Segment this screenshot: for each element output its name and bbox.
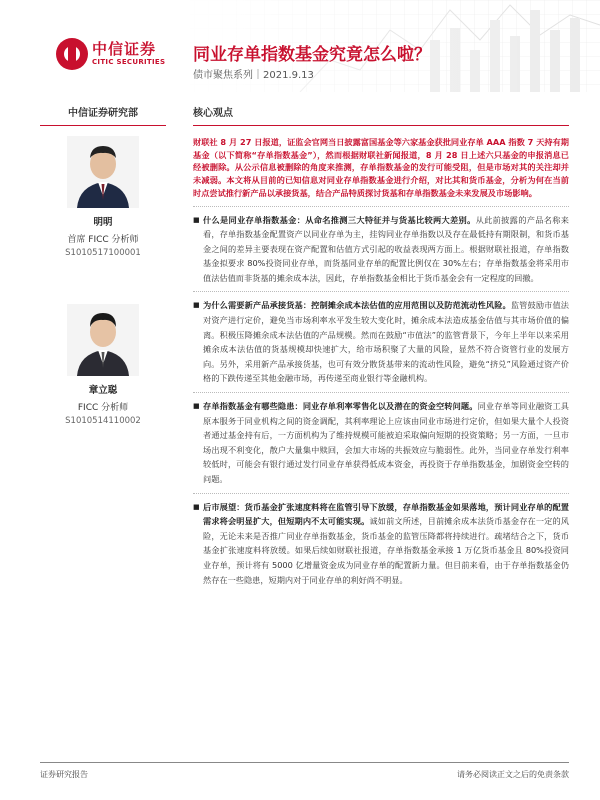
- analyst-column: [40, 104, 166, 426]
- key-point: [193, 213, 569, 286]
- footer-report-type: 证券研究报告: [40, 770, 88, 779]
- key-point-body: 从此前披露的产品名称来看，存单指数基金配置资产以同业存单为主，挂钩同业存单指数以及存在最低持有期限制，和货币基金之间的差异主要表现在资产配置和估值方式引起的收益表现两方面上。根据财联社报道，存单指数基金拟要求 80%投资同业存单，而货基同业存单的配置比例仅在 30%左右；存单指数基金将采用市值法估值而非货基的摊余成本法，因此，存单指数基金相比于货币基金会有一定程度的回撤。: [203, 214, 569, 283]
- key-point: [193, 298, 569, 386]
- report-header: [0, 0, 600, 92]
- section-divider: [193, 392, 569, 393]
- analyst-name: 章立聪: [88, 385, 118, 396]
- analyst-photo: [67, 136, 139, 208]
- key-point-text: [203, 399, 569, 487]
- key-point-heading: 什么是同业存单指数基金：从命名推测三大特征并与货基比较两大差别。: [203, 214, 476, 225]
- key-point-text: [203, 298, 569, 386]
- logo-chinese: 中信证券: [92, 40, 157, 58]
- footer-disclaimer: 请务必阅读正文之后的免责条款: [457, 770, 569, 779]
- section-divider: [193, 206, 569, 207]
- key-point-body: 诚如前文所述，目前摊余成本法货币基金存在一定的风险，无论未来是否推广同业存单指数基金，货币基金的监管压降都将持续进行。疏堵结合之下，货币基金扩张速度料将放缓。如果后续如财联社报道，存单指数基金承接 1 万亿货币基金且 80%投资同业存单，预计将有 5000 亿增量资金成为同业存单的配置新力量。但目前来看，由于存单指数基金仍然存在一些隐患，短期内对于同业存单的利好尚不明显。: [203, 516, 569, 585]
- analyst-name: 明明: [93, 217, 113, 228]
- person-icon: [67, 136, 139, 208]
- key-point-heading: 为什么需要新产品承接货基：控制摊余成本法估值的应用范围以及防范流动性风险。: [203, 300, 511, 311]
- citic-logo-icon: [56, 38, 88, 70]
- section-divider: [193, 291, 569, 292]
- core-views-column: [193, 104, 569, 587]
- analyst-license: S1010517100001: [65, 248, 141, 258]
- person-icon: [67, 304, 139, 376]
- core-views-heading: 核心观点: [193, 104, 569, 126]
- square-bullet-icon: ■: [193, 502, 200, 511]
- citic-logo: [56, 38, 176, 72]
- key-point: [193, 500, 569, 588]
- key-point-text: [203, 213, 569, 286]
- key-point: [193, 399, 569, 487]
- logo-english: CITIC SECURITIES: [92, 58, 166, 66]
- key-point-heading: 存单指数基金有哪些隐患：同业存单利率零售化以及潜在的资金空转问题。: [203, 401, 478, 412]
- section-divider: [193, 493, 569, 494]
- analyst-title: FICC 分析师: [77, 403, 129, 413]
- analyst-title: 首席 FICC 分析师: [67, 235, 139, 245]
- square-bullet-icon: ■: [193, 215, 200, 224]
- report-title: 同业存单指数基金究竟怎么啦？: [193, 45, 431, 65]
- square-bullet-icon: ■: [193, 301, 200, 310]
- analyst-card: [40, 304, 166, 426]
- report-series-date: 债市聚焦系列｜2021.9.13: [193, 70, 314, 81]
- key-point-heading: 后市展望：货币基金扩张速度料将在监管引导下放缓，存单指数基金如果落地，预计同业存单的配置需求将会明显扩大，但短期内不太可能实现。: [203, 501, 569, 527]
- analyst-card: [40, 136, 166, 258]
- analyst-license: S1010514110002: [65, 416, 141, 426]
- square-bullet-icon: ■: [193, 402, 200, 411]
- analyst-photo: [67, 304, 139, 376]
- key-point-body: 监管鼓励市值法对资产进行定价，避免当市场利率水平发生较大变化时，摊余成本法造成基金估值与其市场价值的偏离。积极压降摊余成本法估值的产品规模。然而在鼓励“市值法”的监管背景下，今年上半年以来采用摊余成本法估值的货基规模却快速扩大，给市场积聚了大量的风险，显然不符合资管行业的发展方向。另外，采用新产品承接货基，也可有效分散货基带来的流动性风险，避免“挤兑”风险通过资产价格的下跌传递至其他金融市场，再传递至商业银行等金融机构。: [203, 300, 569, 384]
- research-dept-heading: 中信证券研究部: [40, 104, 166, 126]
- key-point-text: [203, 500, 569, 588]
- key-point-body: 同业存单等同业融资工具原本服务于同业机构之间的资金调配，其利率理论上应该由同业市场进行定价，但如果大量个人投资者通过基金持有后，一方面机构为了维持规模可能被迫采取偏向短期的投资策略；另一方面，一旦市场出现不利变化，散户大量集中赎回，会加大市场的共振效应与脆弱性。此外，当同业存单发行利率较低时，可能会有银行通过发行同业存单获得低成本资金，再投资于存单指数基金，加剧资金空转的问题。: [203, 401, 569, 485]
- summary-paragraph: 财联社 8 月 27 日报道，证监会官网当日披露富国基金等六家基金获批同业存单 AAA 指数 7 天持有期基金（以下简称“存单指数基金”），然而根据财联社新闻报道，8 月 28 日上述六只基金的申报消息已经被删除。从公示信息被删除的角度来推测，存单指数基金的发行可能受阻，但是市场对其的关注却并未减弱。本文将从目前的已知信息对同业存单指数基金进行介绍，对比其和货币基金，分析为何在当前时点尝试推行新产品以承接货基，结合产品特质探讨货基和存单指数基金未来发展及市场影响。: [193, 137, 569, 198]
- footer-divider: [40, 762, 569, 763]
